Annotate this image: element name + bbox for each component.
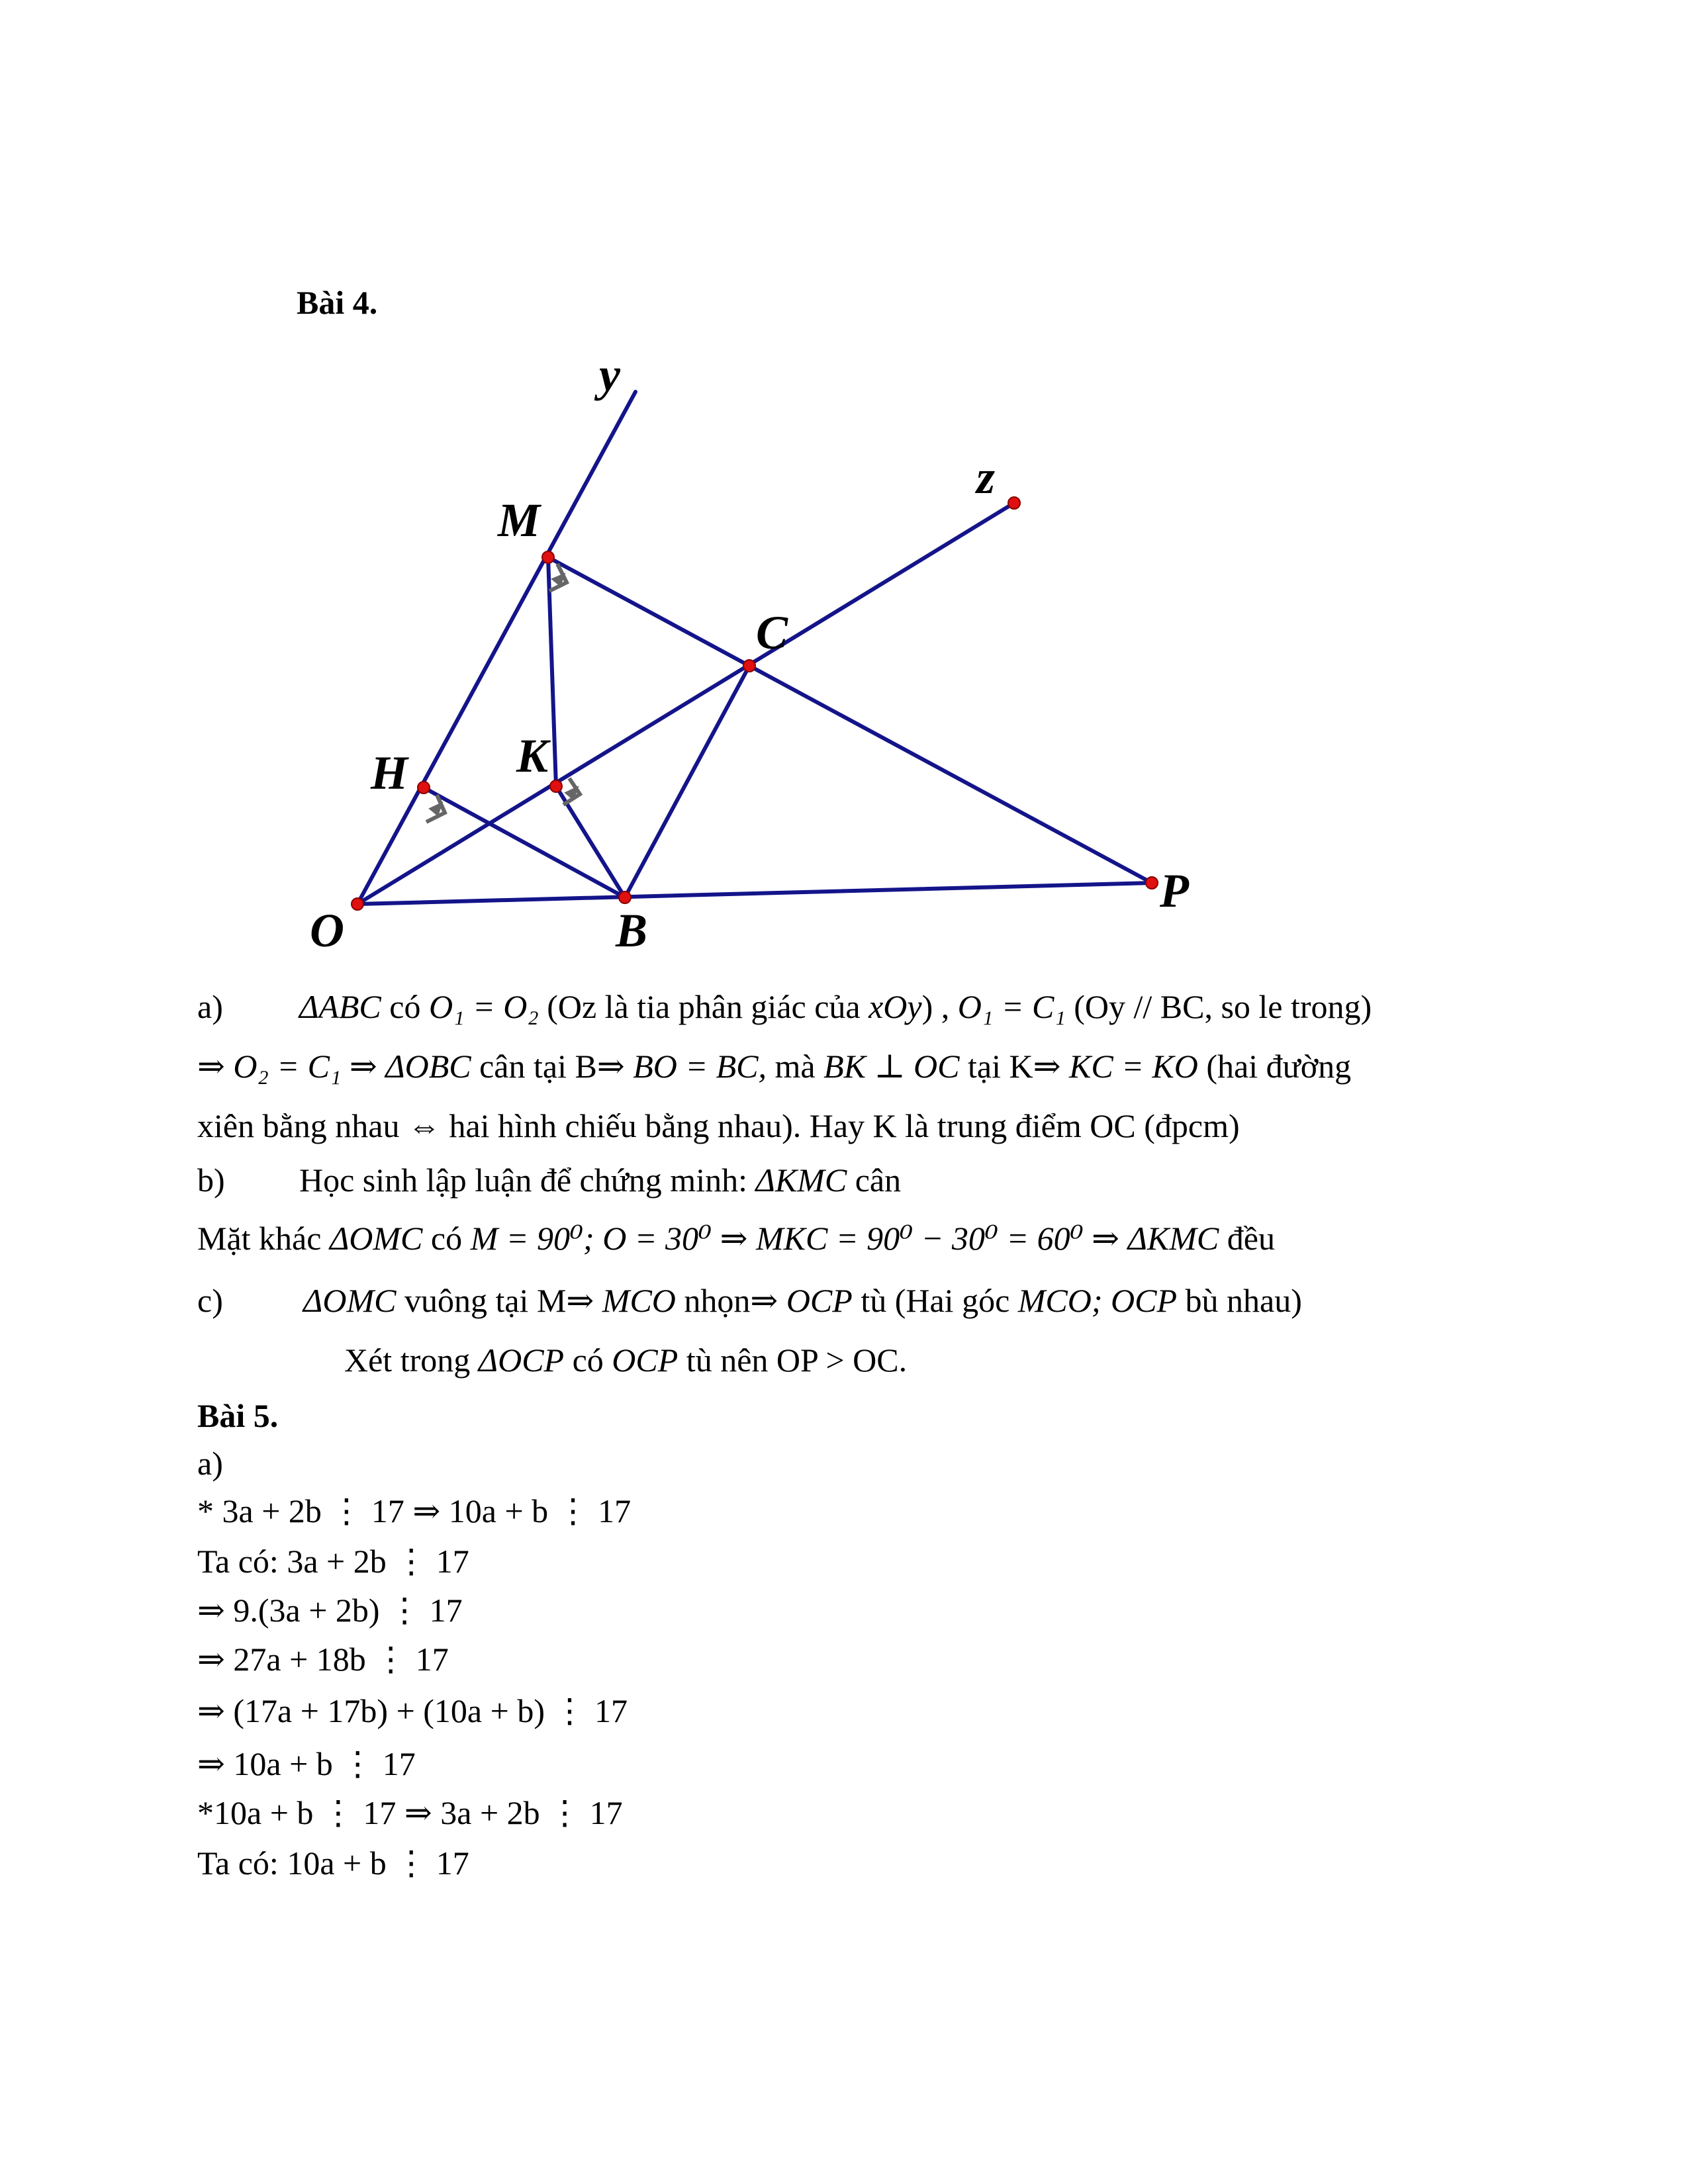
segment-mp xyxy=(548,557,1152,883)
bai5-line: ⇒ 10a + b ⋮ 17 xyxy=(197,1745,416,1782)
part-a-label: a) xyxy=(197,988,223,1025)
label-m: M xyxy=(498,494,541,547)
bai5-line: ⇒ 9.(3a + 2b) ⋮ 17 xyxy=(197,1592,463,1629)
part-a-line1: ΔABC có O₁ = O₂ (Oz là tia phân giác của xOy) , O₁ = C₁ (Oy // BC, so le trong) xyxy=(299,988,1372,1025)
point-p xyxy=(1146,877,1158,889)
geometry-figure xyxy=(0,0,1688,979)
label-h: H xyxy=(371,747,408,799)
bai4-title: Bài 4. xyxy=(297,284,378,321)
label-y: y xyxy=(599,348,620,401)
label-p: P xyxy=(1160,864,1189,917)
label-z: z xyxy=(976,451,996,504)
label-o: O xyxy=(310,904,344,957)
part-b-label: b) xyxy=(197,1161,225,1199)
point-z xyxy=(1008,497,1020,509)
part-b-line1: Học sinh lập luận để chứng minh: ΔKMC cân xyxy=(299,1161,902,1199)
label-k: K xyxy=(516,729,549,782)
ray-oz xyxy=(357,503,1014,904)
point-k xyxy=(550,780,562,792)
part-b-line2: Mặt khác ΔOMC có M = 90⁰; O = 30⁰ ⇒ MKC = 90⁰ − 30⁰ = 60⁰ ⇒ ΔKMC đều xyxy=(197,1220,1275,1257)
bai5-line: Ta có: 3a + 2b ⋮ 17 xyxy=(197,1543,469,1580)
label-c: C xyxy=(756,606,788,659)
point-h xyxy=(418,782,430,794)
part-c-line2: Xét trong ΔOCP có OCP tù nên OP > OC. xyxy=(344,1342,908,1379)
bai5-line: *10a + b ⋮ 17 ⇒ 3a + 2b ⋮ 17 xyxy=(197,1794,623,1831)
point-b xyxy=(619,891,631,903)
point-o xyxy=(352,898,363,910)
bai5-line: Ta có: 10a + b ⋮ 17 xyxy=(197,1844,469,1882)
part-a-line2: ⇒ O₂ = C₁ ⇒ ΔOBC cân tại B⇒ BO = BC, mà BK ⊥ OC tại K⇒ KC = KO (hai đường xyxy=(197,1048,1352,1085)
point-c xyxy=(743,660,755,672)
point-m xyxy=(542,551,554,563)
segment-op xyxy=(357,883,1152,904)
bai5-title: Bài 5. xyxy=(197,1397,279,1434)
label-b: B xyxy=(616,904,648,957)
part-c-line1: ΔOMC vuông tại M⇒ MCO nhọn⇒ OCP tù (Hai góc MCO; OCP bù nhau) xyxy=(303,1282,1302,1319)
bai5-line: ⇒ (17a + 17b) + (10a + b) ⋮ 17 xyxy=(197,1692,628,1729)
part-a-line3: xiên bằng nhau ⇔ hai hình chiếu bằng nhau). Hay K là trung điểm OC (đpcm) xyxy=(197,1107,1240,1144)
part-c-label: c) xyxy=(197,1282,223,1319)
bai5-line: * 3a + 2b ⋮ 17 ⇒ 10a + b ⋮ 17 xyxy=(197,1492,632,1529)
bai5-part-a-label: a) xyxy=(197,1445,223,1482)
bai5-line: ⇒ 27a + 18b ⋮ 17 xyxy=(197,1641,449,1678)
